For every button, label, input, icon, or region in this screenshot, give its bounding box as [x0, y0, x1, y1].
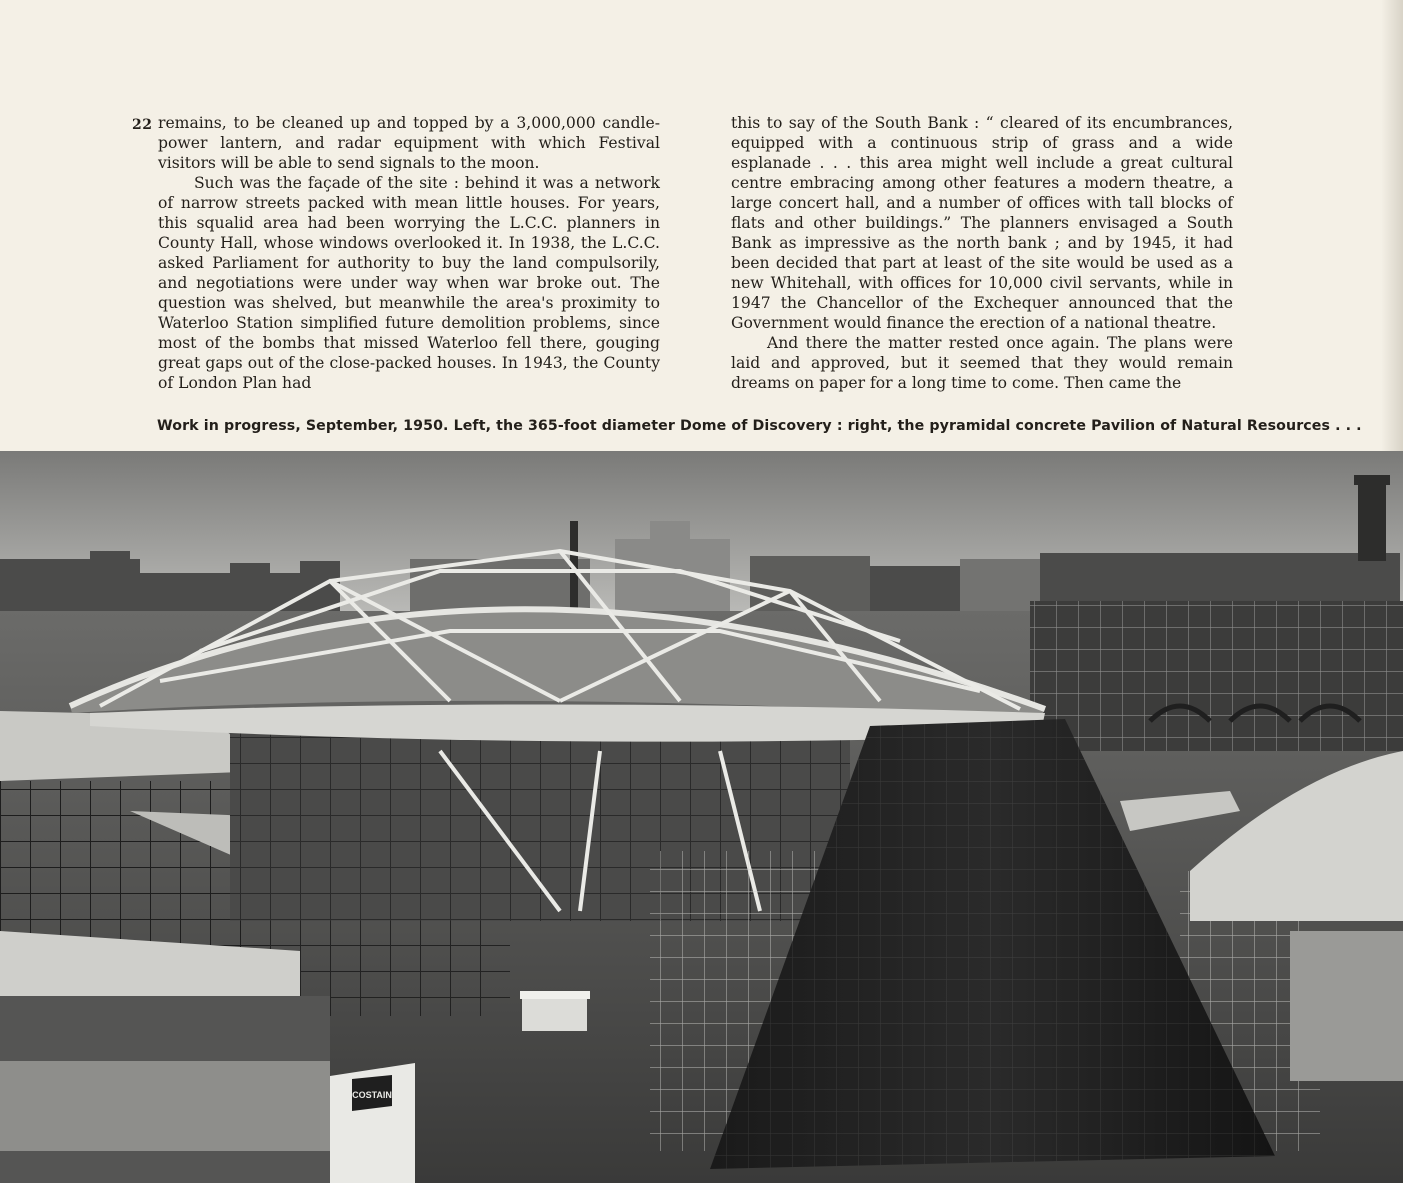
costain-sign-text: COSTAIN	[352, 1090, 392, 1100]
paragraph-4: And there the matter rested once again. The plans were laid and approved, but it seemed that they would remain dreams on paper for a long time to come. Then came the	[731, 334, 1233, 392]
page-number: 22	[132, 117, 153, 133]
paragraph-2: Such was the façade of the site : behind it was a network of narrow streets packed with mean little houses. For years, this squalid area had been worrying the L.C.C. planners in County Hall, whose windows overlooked it. In 1938, the L.C.C. asked Parliament for authority to buy the land compulsorily, and negotiations were under way when war broke out. The question was shelved, but meanwhile the area's proximity to Waterloo Station simplified future demolition problems, since most of the bombs that missed Waterloo fell there, gouging great gaps out of the close-packed houses. In 1943, the County of London Plan had	[158, 174, 660, 392]
text-column-left	[158, 113, 660, 393]
paragraph-3: this to say of the South Bank : “ cleared of its encumbrances, equipped with a continuous strip of grass and a wide esplanade . . . this area might well include a great cultural centre embracing among other features a modern theatre, a large concert hall, and a number of offices with tall blocks of flats and other buildings.” The planners envisaged a South Bank as impressive as the north bank ; and by 1945, it had been decided that part at least of the site would be used as a new Whitehall, with offices for 10,000 civil servants, while in 1947 the Chancellor of the Exchequer announced that the Government would finance the erection of a national theatre.	[731, 114, 1233, 332]
costain-hoarding	[330, 1063, 415, 1183]
text-column-right	[731, 113, 1233, 393]
photo-caption: Work in progress, September, 1950. Left, the 365-foot diameter Dome of Discovery : right, the pyramidal concrete Pavilion of Natural Resources . . .	[157, 418, 1362, 434]
paragraph-1: remains, to be cleaned up and topped by a 3,000,000 candle-power lantern, and radar equipment with which Festival visitors will be able to send signals to the moon.	[158, 114, 660, 172]
site-hut	[522, 996, 587, 1031]
page-edge-shadow	[1381, 0, 1403, 460]
construction-photo	[0, 451, 1403, 1183]
right-scaffolding	[1030, 601, 1403, 751]
